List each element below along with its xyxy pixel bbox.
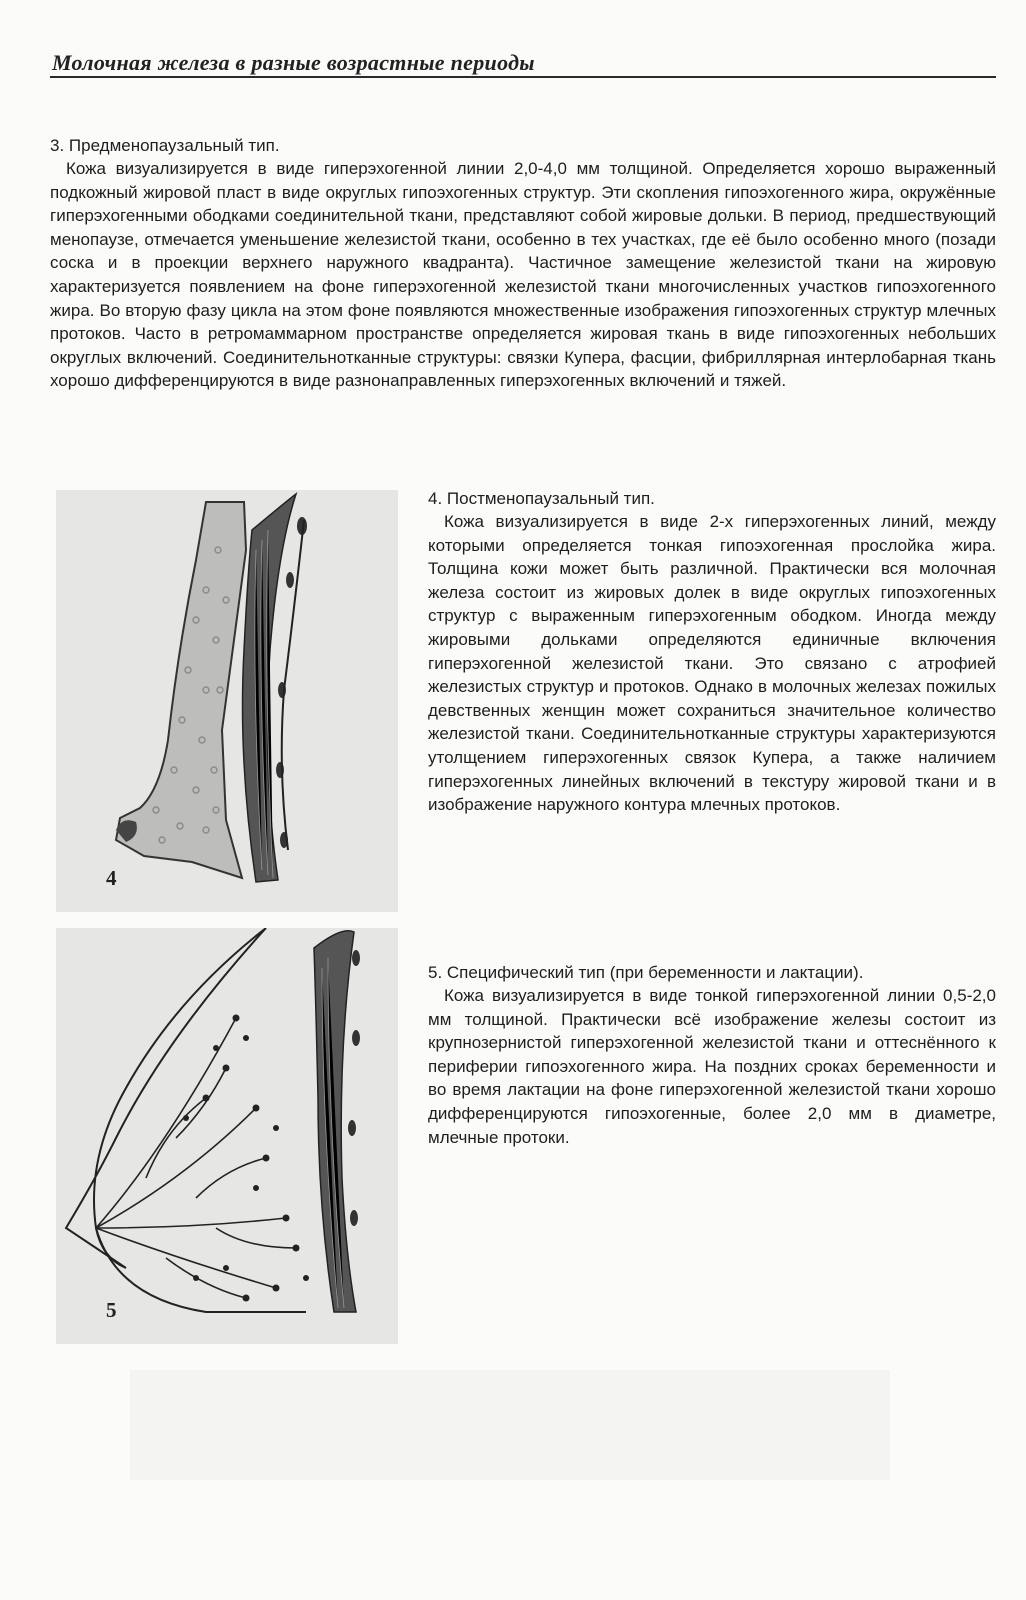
section-3-heading: 3. Предменопаузальный тип. [50,136,280,155]
figure-5 [56,928,398,1344]
figure-5-label: 5 [106,1298,117,1322]
section-3-text: Кожа визуализируется в виде гиперэхогенной линии 2,0-4,0 мм толщиной. Определяется хорошо выраженный подкожный жировой пласт в виде округлых гипоэхогенных структур. Эти скопления гипоэхогенного жира, окружённые гиперэхогенными ободками соединительной ткани, представляют собой жировые дольки. В период, предшествующий менопаузе, отмечается уменьшение железистой ткани, особенно в тех участках, где её было особенно много (позади соска и в проекции верхнего наружного квадранта). Частичное замещение железистой ткани на жировую характеризуется появлением на фоне гиперэхогенной железистой ткани многочисленных участков гипоэхогенного жира. Во вторую фазу цикла на этом фоне появляются множественные изображения гипоэхогенных структур млечных протоков. Часто в ретромаммарном пространстве определяется жировая ткань в виде гипоэхогенных небольших округлых включений. Соединительнотканные структуры: связки Купера, фасции, фибриллярная интерлобарная ткань хорошо дифференцируются в виде разнонаправленных гиперэхогенных включений и тяжей. [50,159,996,391]
section-5-heading: 5. Специфический тип (при беременности и лактации). [428,963,864,982]
section-4-heading: 4. Постменопаузальный тип. [428,489,655,508]
section-5-text: Кожа визуализируется в виде тонкой гиперэхогенной линии 0,5-2,0 мм толщиной. Практически всё изображение железы состоит из крупнозернистой гиперэхогенной железистой ткани и оттеснённого к периферии гипоэхогенного жира. На поздних сроках беременности и во время лактации на фоне гиперэхогенной железистой ткани хорошо дифференцируются гипоэхогенные, более 2,0 мм в диаметре, млечные протоки. [428,986,996,1147]
figure-4-label: 4 [106,866,117,890]
figure-4-illustration [56,490,398,912]
section-pregnancy-lactation [428,961,996,1149]
running-header [50,44,996,78]
scan-smudge [130,1370,890,1480]
section-premenopausal [50,134,996,393]
figure-5-illustration [56,928,398,1344]
section-4-text: Кожа визуализируется в виде 2-х гиперэхогенных линий, между которыми определяется тонкая гипоэхогенная прослойка жира. Толщина кожи может быть различной. Практически вся молочная железа состоит из жировых долек в виде округлых гипоэхогенных структур с выраженным гиперэхогенным ободком. Иногда между жировыми дольками определяются единичные включения гиперэхогенной железистой ткани. Это связано с атрофией железистых структур и протоков. Однако в молочных железах пожилых девственных женщин может сохраниться значительное количество железистой ткани. Соединительнотканные структуры характеризуются утолщением гиперэхогенных связок Купера, а также наличием гиперэхогенных линейных включений в текстуру жировой ткани и в изображение наружного контура млечных протоков. [428,512,996,815]
section-postmenopausal [428,487,996,817]
figure-4 [56,490,398,912]
running-header-title: Молочная железа в разные возрастные периоды [52,50,535,75]
